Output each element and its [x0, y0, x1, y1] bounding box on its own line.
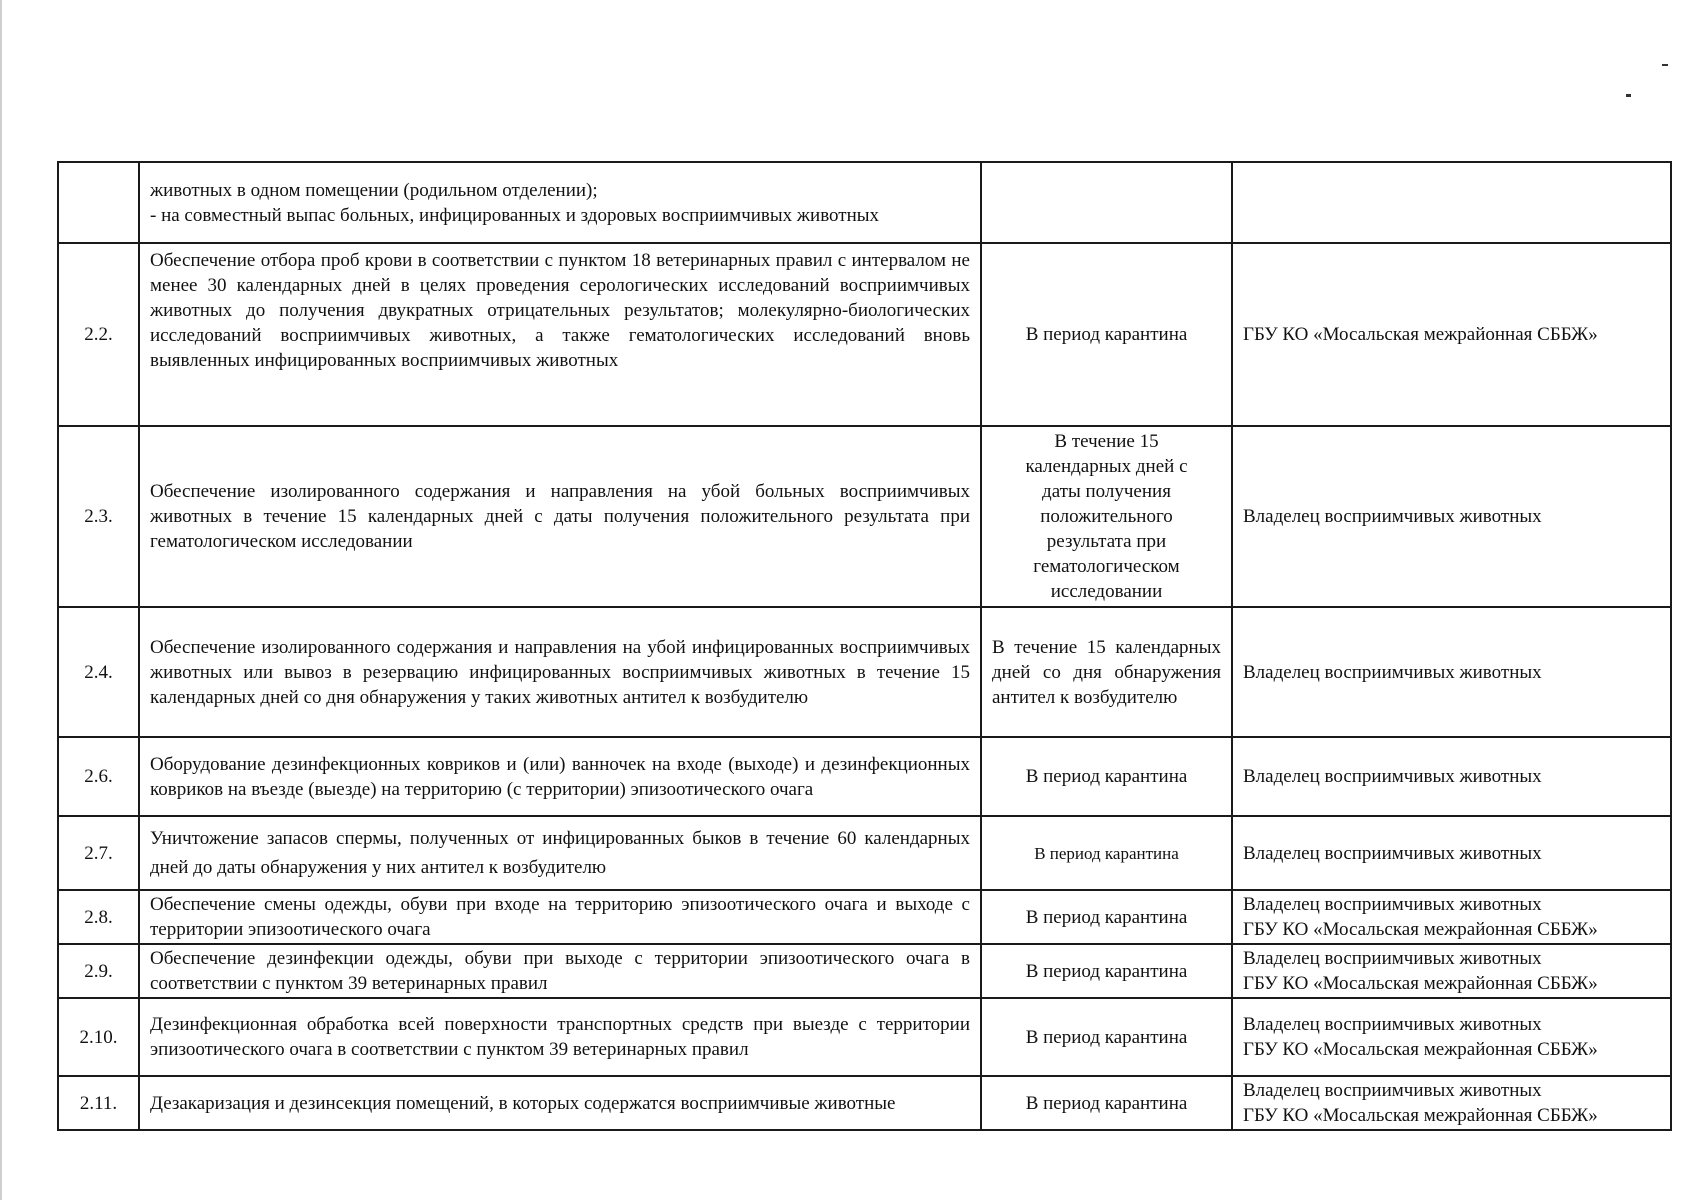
measure-term: В период карантина — [981, 243, 1232, 426]
measures-table — [57, 161, 1672, 1131]
scan-mark — [1662, 64, 1668, 66]
table-row — [58, 243, 1671, 426]
measure-term: В период карантина — [981, 998, 1232, 1076]
table-row — [58, 890, 1671, 944]
measure-responsible: Владелец восприимчивых животных ГБУ КО «Мосальская межрайонная СББЖ» — [1232, 998, 1671, 1076]
measure-responsible: Владелец восприимчивых животных — [1232, 426, 1671, 607]
table-row — [58, 944, 1671, 998]
measure-term: В период карантина — [981, 890, 1232, 944]
table-row — [58, 816, 1671, 890]
measure-term: В течение 15 календарных дней с даты получения положительного результата при гематологическом исследовании — [981, 426, 1232, 607]
row-number: 2.11. — [58, 1076, 139, 1130]
measure-description: Дезинфекционная обработка всей поверхности транспортных средств при выезде с территории эпизоотического очага в соответствии с пунктом 39 ветеринарных правил — [139, 998, 981, 1076]
row-number: 2.3. — [58, 426, 139, 607]
row-number: 2.6. — [58, 737, 139, 816]
row-number: 2.8. — [58, 890, 139, 944]
measure-description: Обеспечение изолированного содержания и направления на убой инфицированных восприимчивых животных или вывоз в резервацию инфицированных восприимчивых животных в течение 15 календарных дней со дня обнаружения у таких животных антител к возбудителю — [139, 607, 981, 737]
measure-term: В период карантина — [981, 737, 1232, 816]
measure-description: Оборудование дезинфекционных ковриков и (или) ванночек на входе (выходе) и дезинфекционных ковриков на въезде (выезде) на территорию (с территории) эпизоотического очага — [139, 737, 981, 816]
table-row — [58, 607, 1671, 737]
measure-description: Обеспечение изолированного содержания и направления на убой больных восприимчивых животных в течение 15 календарных дней с даты получения положительного результата при гематологическом исследовании — [139, 426, 981, 607]
row-number — [58, 162, 139, 243]
measure-term: В период карантина — [981, 944, 1232, 998]
row-number: 2.4. — [58, 607, 139, 737]
measure-responsible: Владелец восприимчивых животных ГБУ КО «Мосальская межрайонная СББЖ» — [1232, 944, 1671, 998]
measure-description: Обеспечение смены одежды, обуви при входе на территорию эпизоотического очага и выходе с территории эпизоотического очага — [139, 890, 981, 944]
measure-description: Дезакаризация и дезинсекция помещений, в которых содержатся восприимчивые животные — [139, 1076, 981, 1130]
table-row — [58, 998, 1671, 1076]
measure-term — [981, 162, 1232, 243]
row-number: 2.10. — [58, 998, 139, 1076]
measure-description: Обеспечение дезинфекции одежды, обуви при выходе с территории эпизоотического очага в соответствии с пунктом 39 ветеринарных правил — [139, 944, 981, 998]
table-row — [58, 737, 1671, 816]
measure-responsible: Владелец восприимчивых животных — [1232, 816, 1671, 890]
measure-responsible: ГБУ КО «Мосальская межрайонная СББЖ» — [1232, 243, 1671, 426]
row-number: 2.2. — [58, 243, 139, 426]
row-number: 2.7. — [58, 816, 139, 890]
measure-term: В период карантина — [981, 816, 1232, 890]
measure-responsible — [1232, 162, 1671, 243]
table-row — [58, 1076, 1671, 1130]
row-number: 2.9. — [58, 944, 139, 998]
table-row — [58, 426, 1671, 607]
measure-responsible: Владелец восприимчивых животных ГБУ КО «Мосальская межрайонная СББЖ» — [1232, 890, 1671, 944]
measure-description: Обеспечение отбора проб крови в соответствии с пунктом 18 ветеринарных правил с интервалом не менее 30 календарных дней в целях проведения серологических исследований восприимчивых животных до получения двукратных отрицательных результатов; молекулярно-биологических исследований восприимчивых животных, а также гематологических исследований вновь выявленных инфицированных восприимчивых животных — [139, 243, 981, 426]
measure-description: животных в одном помещении (родильном отделении); - на совместный выпас больных, инфицированных и здоровых восприимчивых животных — [139, 162, 981, 243]
measure-term: В течение 15 календарных дней со дня обнаружения антител к возбудителю — [981, 607, 1232, 737]
table-row — [58, 162, 1671, 243]
measure-description: Уничтожение запасов спермы, полученных от инфицированных быков в течение 60 календарных дней до даты обнаружения у них антител к возбудителю — [139, 816, 981, 890]
page-left-edge — [0, 0, 2, 1200]
measure-responsible: Владелец восприимчивых животных — [1232, 607, 1671, 737]
measure-term: В период карантина — [981, 1076, 1232, 1130]
measure-responsible: Владелец восприимчивых животных — [1232, 737, 1671, 816]
measure-responsible: Владелец восприимчивых животных ГБУ КО «Мосальская межрайонная СББЖ» — [1232, 1076, 1671, 1130]
scan-mark — [1626, 94, 1631, 97]
